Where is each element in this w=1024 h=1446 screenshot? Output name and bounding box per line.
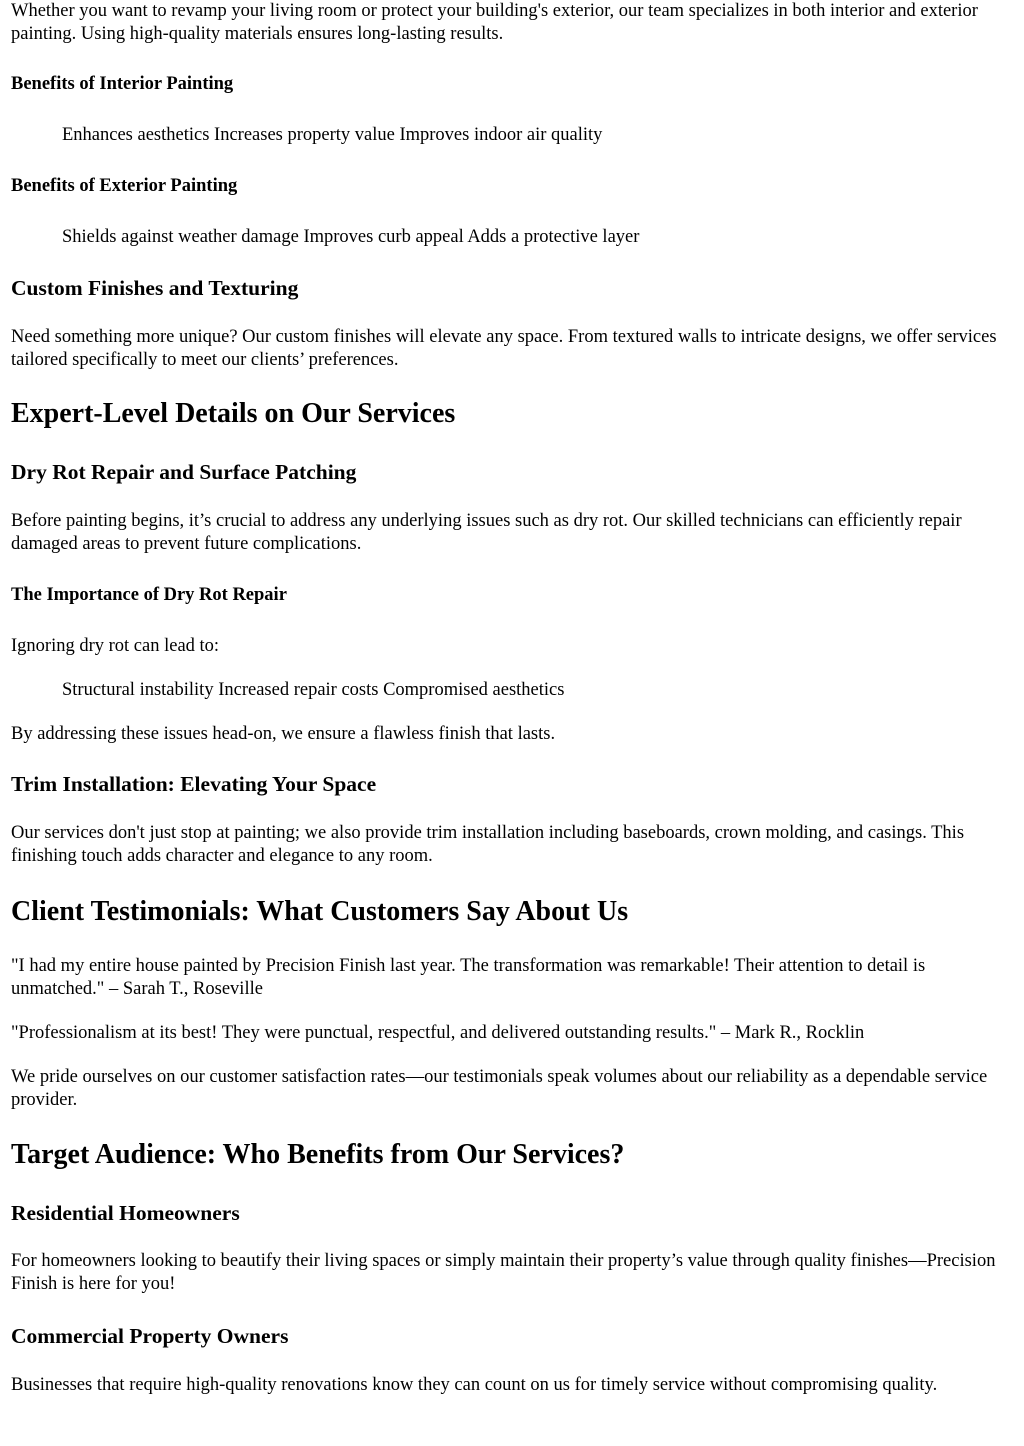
testimonials-summary: We pride ourselves on our customer satisfaction rates—our testimonials speak volumes about our reliability as a dependable service provider. <box>11 1067 988 1110</box>
interior-benefits-heading: Benefits of Interior Painting <box>11 74 234 94</box>
commercial-heading: Commercial Property Owners <box>11 1324 289 1348</box>
dry-rot-list: Structural instability Increased repair costs Compromised aesthetics <box>62 680 565 700</box>
dry-rot-closing: By addressing these issues head-on, we ensure a flawless finish that lasts. <box>11 724 556 744</box>
commercial-paragraph: Businesses that require high-quality renovations know they can count on us for timely service without compromising quality. <box>11 1375 938 1395</box>
dry-rot-lead: Ignoring dry rot can lead to: <box>11 636 220 656</box>
residential-heading: Residential Homeowners <box>11 1201 240 1225</box>
exterior-benefits-list: Shields against weather damage Improves curb appeal Adds a protective layer <box>62 227 640 247</box>
trim-installation-paragraph: Our services don't just stop at painting; we also provide trim installation including baseboards, crown molding, and casings. This finishing touch adds character and elegance to any room. <box>11 823 965 866</box>
testimonials-heading: Client Testimonials: What Customers Say About Us <box>11 896 629 927</box>
exterior-benefits-heading: Benefits of Exterior Painting <box>11 176 238 196</box>
dry-rot-paragraph: Before painting begins, it’s crucial to address any underlying issues such as dry rot. Our skilled technicians can efficiently repair damaged areas to prevent future complications. <box>11 511 962 554</box>
dry-rot-importance-heading: The Importance of Dry Rot Repair <box>11 585 287 605</box>
residential-paragraph: For homeowners looking to beautify their living spaces or simply maintain their property’s value through quality finishes—Precision Finish is here for you! <box>11 1251 996 1294</box>
custom-finishes-paragraph: Need something more unique? Our custom finishes will elevate any space. From textured walls to intricate designs, we offer services tailored specifically to meet our clients’ preferences. <box>11 327 997 370</box>
intro-paragraph: Whether you want to revamp your living room or protect your building's exterior, our team specializes in both interior and exterior painting. Using high-quality materials ensures long-lasting results. <box>11 1 978 44</box>
custom-finishes-heading: Custom Finishes and Texturing <box>11 276 299 300</box>
interior-benefits-list: Enhances aesthetics Increases property value Improves indoor air quality <box>62 125 603 145</box>
trim-installation-heading: Trim Installation: Elevating Your Space <box>11 772 377 796</box>
target-audience-heading: Target Audience: Who Benefits from Our Services? <box>11 1139 625 1170</box>
testimonial-quote-1: "I had my entire house painted by Precision Finish last year. The transformation was remarkable! Their attention to detail is unmatched." – Sarah T., Roseville <box>11 956 926 999</box>
dry-rot-heading: Dry Rot Repair and Surface Patching <box>11 460 357 484</box>
expert-details-heading: Expert-Level Details on Our Services <box>11 398 456 429</box>
testimonial-quote-2: "Professionalism at its best! They were punctual, respectful, and delivered outstanding results." – Mark R., Rocklin <box>11 1023 865 1043</box>
